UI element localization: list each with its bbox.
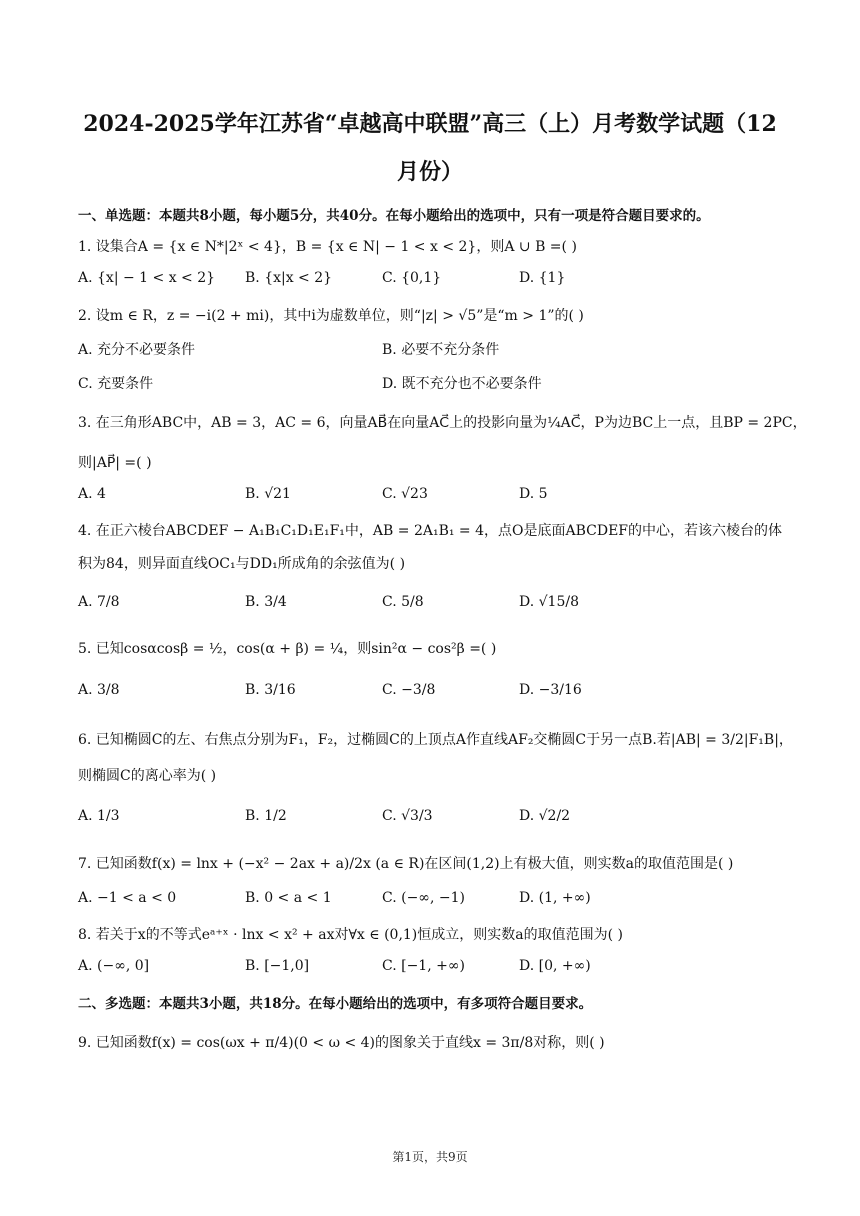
question-8-stem: 8. 若关于x的不等式eᵃ⁺ˣ · lnx < x² + ax对∀x ∈ (0,1)恒成立，则实数a的取值范围为( ): [78, 927, 623, 943]
question-4-option-a: A. 7/8: [78, 594, 120, 610]
question-1-option-b: B. {x|x < 2}: [245, 270, 333, 286]
question-6-stem-line-1: 6. 已知椭圆C的左、右焦点分别为F₁，F₂，过椭圆C的上顶点A作直线AF₂交椭圆C于另一点B.若|AB| = 3/2|F₁B|，: [78, 732, 793, 748]
page-footer: 第1页，共9页: [392, 1150, 468, 1164]
question-4-option-c: C. 5/8: [382, 594, 424, 610]
question-8-option-d: D. [0, +∞): [519, 958, 591, 974]
question-7-option-c: C. (−∞, −1): [382, 890, 465, 906]
question-6-option-b: B. 1/2: [245, 808, 287, 824]
question-6-option-a: A. 1/3: [78, 808, 120, 824]
exam-title-line-1: 2024-2025学年江苏省“卓越高中联盟”高三（上）月考数学试题（12: [83, 111, 777, 137]
question-2-option-a: A. 充分不必要条件: [78, 342, 196, 358]
question-4-option-b: B. 3/4: [245, 594, 287, 610]
question-2-option-c: C. 充要条件: [78, 376, 154, 392]
question-3-option-b: B. √21: [245, 486, 291, 502]
section-heading-multiple-choice: 二、多选题：本题共3小题，共18分。在每小题给出的选项中，有多项符合题目要求。: [78, 996, 593, 1012]
question-7-option-b: B. 0 < a < 1: [245, 890, 332, 906]
question-1-option-d: D. {1}: [519, 270, 566, 286]
question-6-option-d: D. √2/2: [519, 808, 571, 824]
question-7-stem: 7. 已知函数f(x) = lnx + (−x² − 2ax + a)/2x (a ∈ R)在区间(1,2)上有极大值，则实数a的取值范围是( ): [78, 856, 734, 872]
question-1-option-c: C. {0,1}: [382, 270, 442, 286]
section-heading-single-choice: 一、单选题：本题共8小题，每小题5分，共40分。在每小题给出的选项中，只有一项是符合题目要求的。: [78, 208, 710, 224]
question-5-stem: 5. 已知cosαcosβ = ½，cos(α + β) = ¼，则sin²α − cos²β =( ): [78, 641, 497, 657]
question-8-option-a: A. (−∞, 0]: [78, 958, 150, 974]
question-4-stem-line-1: 4. 在正六棱台ABCDEF − A₁B₁C₁D₁E₁F₁中，AB = 2A₁B₁ = 4，点O是底面ABCDEF的中心，若该六棱台的体: [78, 523, 783, 539]
question-6-option-c: C. √3/3: [382, 808, 433, 824]
question-9-stem: 9. 已知函数f(x) = cos(ωx + π/4)(0 < ω < 4)的图象关于直线x = 3π/8对称，则( ): [78, 1035, 605, 1051]
question-3-stem-line-2: 则|AP⃗| =( ): [78, 455, 152, 471]
question-5-option-c: C. −3/8: [382, 682, 436, 698]
question-1-option-a: A. {x| − 1 < x < 2}: [78, 270, 216, 286]
question-6-stem-line-2: 则椭圆C的离心率为( ): [78, 768, 217, 784]
question-5-option-d: D. −3/16: [519, 682, 582, 698]
question-3-option-a: A. 4: [78, 486, 106, 502]
question-2-option-d: D. 既不充分也不必要条件: [382, 376, 542, 392]
question-2-stem: 2. 设m ∈ R，z = −i(2 + mi)，其中i为虚数单位，则“|z| > √5”是“m > 1”的( ): [78, 308, 584, 324]
question-4-option-d: D. √15/8: [519, 594, 579, 610]
question-2-option-b: B. 必要不充分条件: [382, 342, 500, 358]
exam-title-line-2: 月份）: [396, 159, 463, 185]
question-8-option-c: C. [−1, +∞): [382, 958, 465, 974]
question-7-option-d: D. (1, +∞): [519, 890, 591, 906]
question-7-option-a: A. −1 < a < 0: [78, 890, 177, 906]
question-3-option-d: D. 5: [519, 486, 548, 502]
question-3-stem-line-1: 3. 在三角形ABC中，AB = 3，AC = 6，向量AB⃗在向量AC⃗上的投影向量为¼AC⃗，P为边BC上一点，且BP = 2PC，: [78, 415, 807, 431]
question-8-option-b: B. [−1,0]: [245, 958, 310, 974]
question-1-stem: 1. 设集合A = {x ∈ N*|2ˣ < 4}，B = {x ∈ N| − 1 < x < 2}，则A ∪ B =( ): [78, 239, 577, 255]
question-3-option-c: C. √23: [382, 486, 428, 502]
question-5-option-a: A. 3/8: [78, 682, 120, 698]
question-4-stem-line-2: 积为84，则异面直线OC₁与DD₁所成角的余弦值为( ): [78, 556, 406, 572]
question-5-option-b: B. 3/16: [245, 682, 296, 698]
